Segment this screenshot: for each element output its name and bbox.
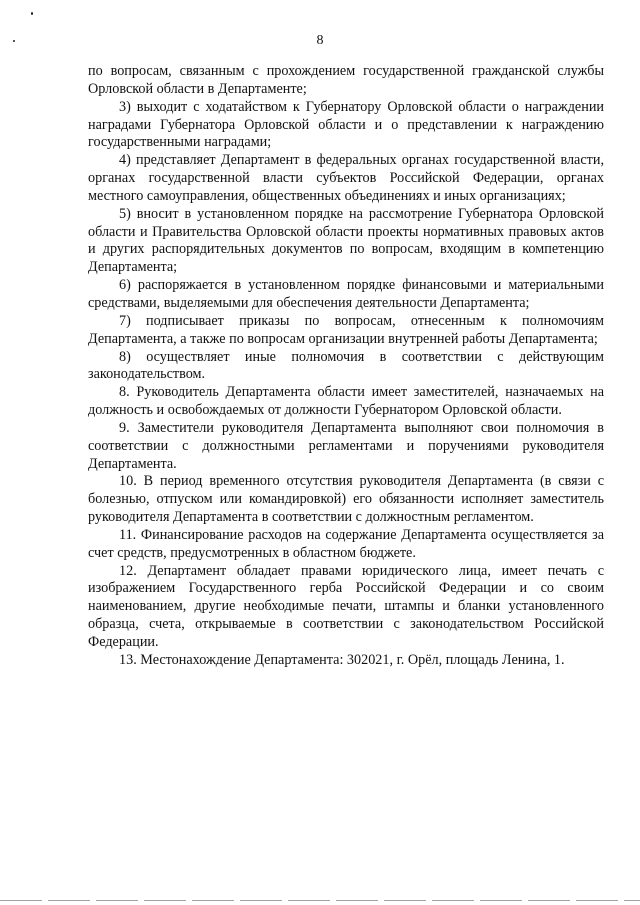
paragraph-section-8: 8. Руководитель Департамента области имеет заместителей, назначаемых на должность и освобождаемых от должности Губернатором Орловской области.	[88, 384, 604, 419]
paragraph-section-10: 10. В период временного отсутствия руководителя Департамента (в связи с болезнью, отпуском или командировкой) его обязанности исполняет заместитель руководителя Департамента в соответствии с должностным регламентом.	[88, 473, 604, 526]
paragraph-item-3: 3) выходит с ходатайством к Губернатору Орловской области о награждении наградами Губернатора Орловской области и о представлении к награждению государственными наградами;	[88, 98, 604, 151]
paragraph-item-7: 7) подписывает приказы по вопросам, отнесенным к полномочиям Департамента, а также по вопросам организации внутренней работы Департамента;	[88, 312, 604, 347]
paragraph-continuation: по вопросам, связанным с прохождением государственной гражданской службы Орловской области в Департаменте;	[88, 63, 604, 97]
paragraph-section-9: 9. Заместители руководителя Департамента выполняют свои полномочия в соответствии с должностными регламентами и поручениями руководителя Департамента.	[88, 419, 604, 472]
page-number: 8	[316, 33, 324, 48]
paragraph-item-4: 4) представляет Департамент в федеральных органах государственной власти, органах государственной власти субъектов Российской Федерации, органах местного самоуправления, общественных объединениях и иных организациях;	[88, 152, 604, 204]
paragraph-section-13: 13. Местонахождение Департамента: 302021, г. Орёл, площадь Ленина, 1.	[119, 651, 565, 668]
paragraph-section-12: 12. Департамент обладает правами юридического лица, имеет печать с изображением Государственного герба Российской Федерации и со своим наименованием, другие необходимые печати, штампы и бланки установленного образца, счета, открываемые в соответствии с законодательством Российской Федерации.	[88, 562, 604, 650]
paragraph-section-11: 11. Финансирование расходов на содержание Департамента осуществляется за счет средств, предусмотренных в областном бюджете.	[88, 526, 604, 561]
paragraph-item-5: 5) вносит в установленном порядке на рассмотрение Губернатора Орловской области и Правительства Орловской области проекты нормативных правовых актов и других распорядительных документов по вопросам, входящим в компетенцию Департамента;	[88, 205, 604, 276]
paragraph-item-6: 6) распоряжается в установленном порядке финансовыми и материальными средствами, выделяемыми для обеспечения деятельности Департамента;	[88, 277, 604, 311]
document-body	[88, 63, 604, 670]
paragraph-item-8-sub: 8) осуществляет иные полномочия в соответствии с действующим законодательством.	[88, 348, 604, 383]
scan-speck	[31, 12, 33, 15]
scan-bottom-edge	[0, 900, 640, 901]
